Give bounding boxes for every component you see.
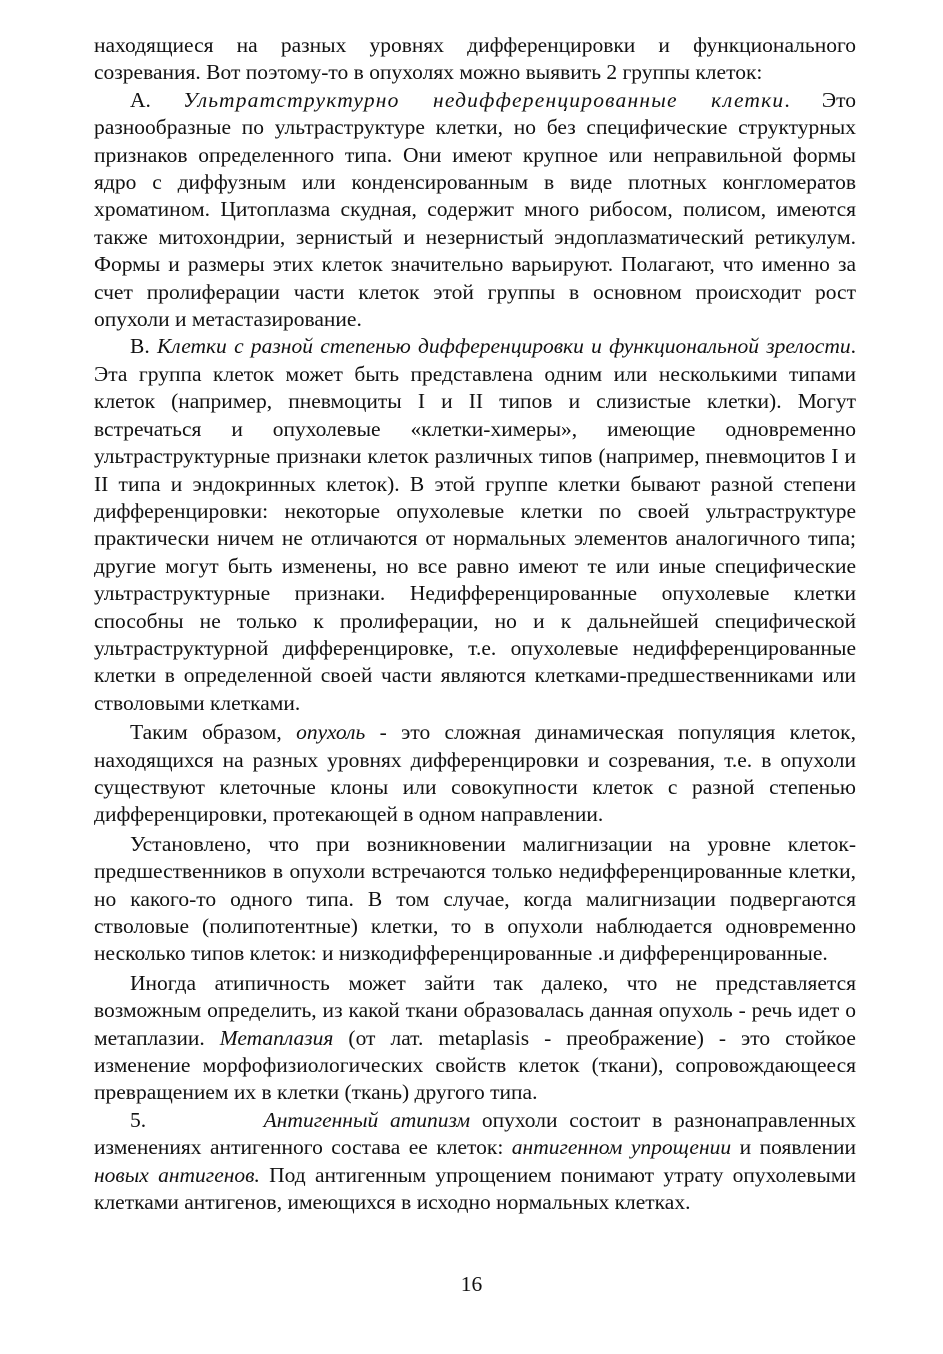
term-antigenic-atypism: Антигенный атипизм [263,1107,471,1132]
term-new-antigens: новых антигенов. [94,1162,260,1187]
page-number: 16 [460,1272,483,1296]
group-a-text: . Это разнообразные по ультраструктуре клетки, но без специфические структурных признаков определенного типа. Они имеют крупное или неправильной формы ядро с диффузным или конденсированным в виде плотных конгломератов хроматином. Цитоплазма скудная, содержит много рибосом, полисом, имеются также митохондрии, зернистый и незернистый эндоплазматический ретикулум. Формы и размеры этих клеток значительно варьируют. Полагают, что именно за счет пролиферации части клеток этой группы в основном происходит рост опухоли и метастазирование. [94,87,856,332]
antigenic-text-2: и появлении [731,1135,857,1160]
paragraph-intro: находящиеся на разных уровнях дифференцировки и функционального созревания. Вот поэтому-то в опухолях можно выявить 2 группы клеток: [94,33,856,85]
paragraph-group-a [94,87,856,334]
antigenic-text-1: опухоли состоит в разнонаправленных изменениях антигенного состава ее клеток: [94,1107,856,1160]
tumor-def-after: - это сложная динамическая популяция клеток, находящихся на разных уровнях дифференцировки и созревания, т.е. в опухоли существуют клеточные клоны или совокупности клеток с разной степенью дифференцировки, протекающей в одном направлении. [94,720,856,827]
group-b-title: Клетки с разной степенью дифференцировки и функциональной зрелости [157,334,851,359]
list-marker-a: А. [130,87,151,112]
paragraph-metaplasia [94,970,856,1107]
metaplasia-after: (от лат. metaplasis - преображение) - это стойкое изменение морфофизиологических свойств клеток (ткани), сопровождающееся превращением их в клетки (ткань) другого типа. [94,1025,856,1105]
term-tumor: опухоль [296,720,366,745]
term-metaplasia: Метаплазия [219,1025,334,1050]
antigenic-text-3: Под антигенным упрощением понимают утрату опухолевыми клетками антигенов, имеющихся в исходно нормальных клетках. [94,1162,856,1215]
list-marker-5: 5. [130,1107,147,1132]
metaplasia-before: Иногда атипичность может зайти так далеко, что не представляется возможным определить, из какой ткани образовалась данная опухоль - речь идет о метаплазии. [94,970,856,1050]
list-marker-b: В. [130,334,150,359]
term-antigenic-simplification: антигенном упрощении [511,1135,732,1160]
paragraph-malignization: Установлено, что при возникновении малигнизации на уровне клеток-предшественников в опухоли встречаются только недифференцированные клетки, но какого-то одного типа. В том случае, когда малигнизации подвергаются стволовые (полипотентные) клетки, то в опухоли наблюдается одновременно несколько типов клеток: и низкодифференцированные .и дифференцированные. [94,831,856,966]
paragraph-tumor-definition [94,719,856,829]
document-page [94,32,856,1216]
group-b-text: . Эта группа клеток может быть представлена одним или несколькими типами клеток (например, пневмоциты I и II типов и слизистые клетки). Могут встречаться и опухолевые «клетки-химеры», имеющие одновременно ультраструктурные признаки клеток различных типов (например, пневмоцитов I и II типа и эндокринных клеток). В этой группе клетки бывают разной степени дифференцировки: некоторые опухолевые клетки по своей ультраструктуре практически ничем не отличаются от нормальных элементов аналогичного типа; другие могут быть изменены, но все равно имеют те или иные специфические ультраструктурные признаки. Недифференцированные опухолевые клетки способны не только к пролиферации, но и к дальнейшей специфической ультраструктурной дифференцировке, т.е. опухолевые недифференцированные клетки в определенной своей части являются клетками-предшественниками или стволовыми клетками. [94,334,856,715]
tumor-def-before: Таким образом, [130,720,297,745]
paragraph-group-b [94,333,856,717]
group-a-title: Ультратструктурно недифференцированные клетки [183,87,785,112]
paragraph-antigenic-atypism [94,1107,856,1217]
